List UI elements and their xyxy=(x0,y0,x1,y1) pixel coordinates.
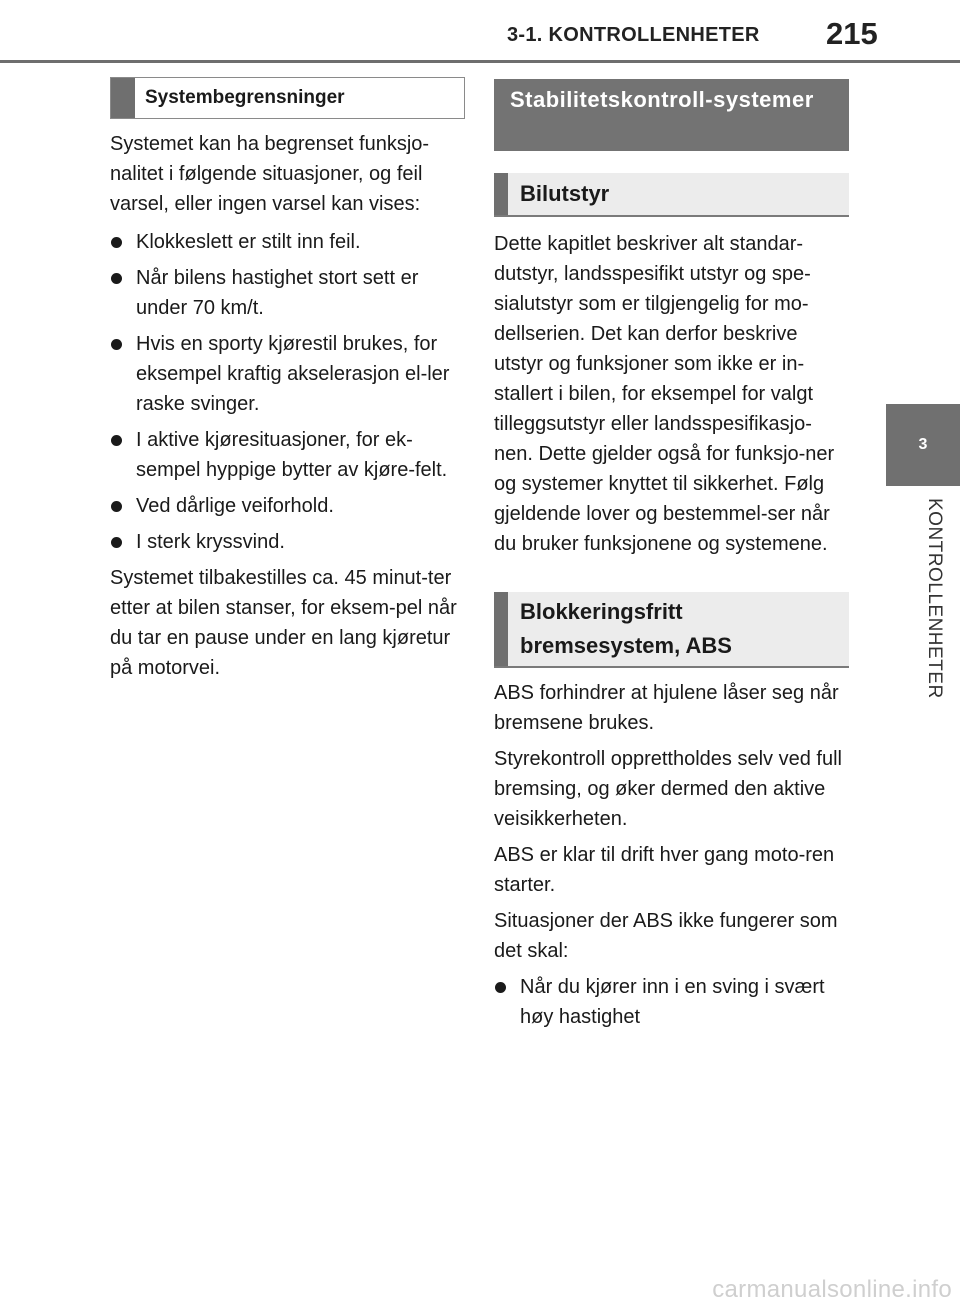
bullet-icon xyxy=(495,982,506,993)
list-item-text: Hvis en sporty kjørestil brukes, for eksempel kraftig akselerasjon el-ler raske svinger. xyxy=(136,333,450,415)
bilutstyr-paragraph: Dette kapitlet beskriver alt standar-dutstyr, landsspesifikt utstyr og spe-sialutstyr som er tilgjengelig for mo-dellserien. Det kan derfor beskrive utstyr og funksjoner som ikke er in-stallert i bilen, for eksempel for valgt tilleggsutstyr eller landsspesifikasjo-nen. Dette gjelder også for funksjo-ner og systemer knyttet til sikkerhet. Følg gjeldende lover og bestemmel-ser når du bruker funksjonene og systemene. xyxy=(494,233,835,555)
header-divider xyxy=(0,60,960,63)
limitations-list xyxy=(110,227,465,557)
list-item xyxy=(110,425,465,485)
bullet-icon xyxy=(111,501,122,512)
abs-paragraph: ABS er klar til drift hver gang moto-ren starter. xyxy=(494,844,835,896)
list-item xyxy=(110,227,465,257)
bullet-icon xyxy=(111,237,122,248)
outro-paragraph: Systemet tilbakestilles ca. 45 minut-ter etter at bilen stanser, for eksem-pel når du tar en pause under en lang kjøretur på motorvei. xyxy=(110,567,457,679)
chapter-label: KONTROLLENHETER xyxy=(924,498,945,699)
heading-systembegrensninger xyxy=(110,77,465,119)
heading-label: Bilutstyr xyxy=(520,181,610,206)
list-item xyxy=(494,972,849,1032)
page-number: 215 xyxy=(826,16,878,51)
bullet-icon xyxy=(111,339,122,350)
list-item-text: I aktive kjøresituasjoner, for ek-sempel hyppige bytter av kjøre-felt. xyxy=(136,429,448,481)
heading-label: Blokkeringsfritt bremsesystem, ABS xyxy=(520,599,732,658)
bullet-icon xyxy=(111,435,122,446)
list-item-text: Når du kjører inn i en sving i svært høy hastighet xyxy=(520,976,825,1028)
left-column xyxy=(110,77,465,683)
heading-marker xyxy=(111,78,135,118)
list-item-text: I sterk kryssvind. xyxy=(136,531,285,553)
heading-label: Systembegrensninger xyxy=(145,87,345,108)
abs-paragraph: Situasjoner der ABS ikke fungerer som det skal: xyxy=(494,910,838,962)
heading-abs xyxy=(494,592,849,668)
right-column xyxy=(494,79,849,1032)
bullet-icon xyxy=(111,537,122,548)
abs-paragraph: Styrekontroll opprettholdes selv ved full bremsing, og øker dermed den aktive veisikkerheten. xyxy=(494,748,842,830)
bullet-icon xyxy=(111,273,122,284)
list-item xyxy=(110,263,465,323)
watermark: carmanualsonline.info xyxy=(712,1276,952,1303)
list-item xyxy=(110,527,465,557)
abs-paragraph: ABS forhindrer at hjulene låser seg når bremsene brukes. xyxy=(494,682,839,734)
list-item-text: Når bilens hastighet stort sett er under 70 km/t. xyxy=(136,267,419,319)
list-item-text: Klokkeslett er stilt inn feil. xyxy=(136,231,361,253)
chapter-number: 3 xyxy=(918,436,928,453)
list-item-text: Ved dårlige veiforhold. xyxy=(136,495,334,517)
heading-marker xyxy=(494,592,508,666)
heading-marker xyxy=(494,173,508,215)
main-heading: Stabilitetskontroll-systemer xyxy=(494,79,849,151)
abs-list xyxy=(494,972,849,1032)
list-item xyxy=(110,491,465,521)
intro-paragraph: Systemet kan ha begrenset funksjo-nalitet i følgende situasjoner, og feil varsel, eller ingen varsel kan vises: xyxy=(110,133,430,215)
heading-bilutstyr xyxy=(494,173,849,217)
list-item xyxy=(110,329,465,419)
chapter-tab xyxy=(886,404,960,486)
section-title: 3-1. KONTROLLENHETER xyxy=(507,24,760,46)
